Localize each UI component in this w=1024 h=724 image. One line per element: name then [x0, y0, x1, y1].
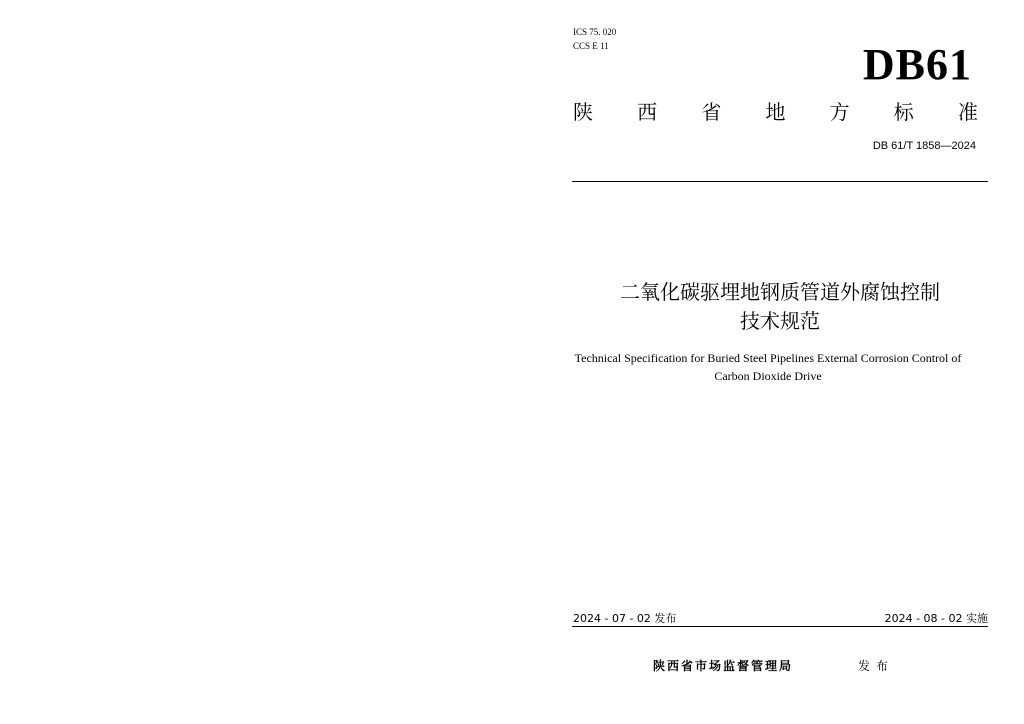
- title-english-line-2: Carbon Dioxide Drive: [714, 369, 822, 383]
- ics-code: ICS 75. 020: [573, 27, 617, 37]
- standard-type-char: 陕: [573, 100, 593, 124]
- publish-label: 发布: [858, 659, 895, 673]
- standard-type-char: 方: [829, 100, 850, 124]
- standard-type-char: 西: [637, 100, 658, 124]
- issue-date: 2024 - 07 - 02 发布: [573, 612, 677, 625]
- footer-divider: [572, 626, 988, 627]
- standard-type-char: 省: [701, 100, 722, 124]
- standard-type-char: 标: [893, 100, 914, 124]
- standard-type-heading: [573, 99, 978, 125]
- standard-type-char: 地: [765, 100, 786, 124]
- standard-type-char: 准: [957, 100, 978, 124]
- standard-logo: DB61: [862, 40, 972, 89]
- implementation-date: 2024 - 08 - 02 实施: [884, 612, 988, 625]
- header-divider: [572, 181, 988, 182]
- title-chinese-line-1: 二氧化碳驱埋地钢质管道外腐蚀控制: [620, 280, 940, 304]
- title-chinese-line-2: 技术规范: [740, 309, 820, 333]
- ccs-code: CCS E 11: [573, 41, 609, 51]
- publisher-name: 陕西省市场监督管理局: [653, 659, 794, 673]
- title-english-line-1: Technical Specification for Buried Steel Pipelines External Corrosion Control of: [574, 351, 962, 365]
- standard-number: DB 61/T 1858—2024: [872, 140, 976, 152]
